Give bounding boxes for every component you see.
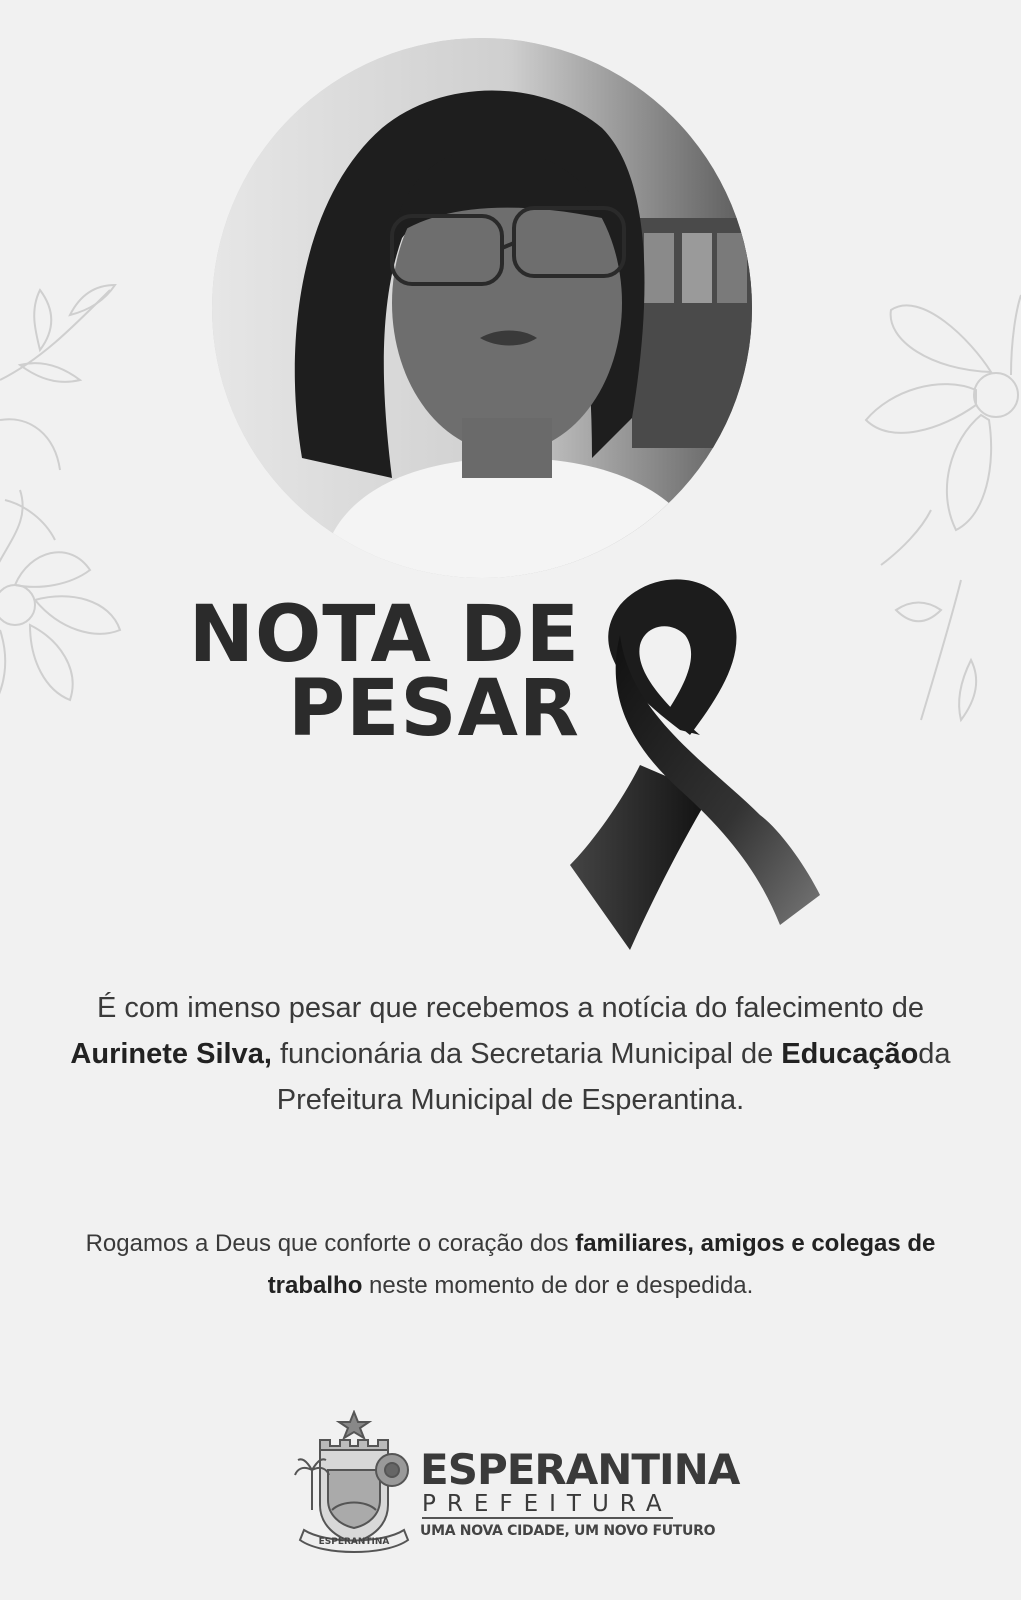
prayer-message [80,1223,941,1307]
prayer-text-1: Rogamos a Deus que conforte o coração dos [85,1230,576,1257]
prayer-bold-text: familiares, amigos e colegas de trabalho [267,1230,936,1299]
message-text-2: funcionária da Secretaria Municipal de [271,1038,782,1070]
brand-slogan: UMA NOVA CIDADE, UM NOVO FUTURO [420,1523,716,1539]
title-line-2: PESAR [287,664,580,754]
page-title [150,590,580,754]
brand-name: ESPERANTINA [420,1445,740,1494]
mourning-ribbon-icon [560,575,830,955]
portrait-photo [212,38,752,578]
title-line-1: NOTA DE [188,590,580,680]
prefeitura-logo [292,1410,740,1570]
condolence-message [40,985,981,1123]
deceased-name: Aurinete Silva, [70,1038,272,1070]
prayer-text-2: neste momento de dor e despedida. [362,1272,754,1299]
floral-decoration-right [861,280,1021,740]
crest-label: ESPERANTINA [318,1537,390,1547]
message-text-1: É com imenso pesar que recebemos a notícia do falecimento de [97,992,924,1024]
floral-decoration-left [0,270,130,710]
department-name: Educação [781,1038,919,1070]
brand-block [420,1445,740,1539]
brand-subtitle: PREFEITURA [422,1491,673,1517]
municipal-crest-icon [292,1410,416,1560]
message-text-3: da Prefeitura Municipal de Esperantina. [276,1038,951,1116]
